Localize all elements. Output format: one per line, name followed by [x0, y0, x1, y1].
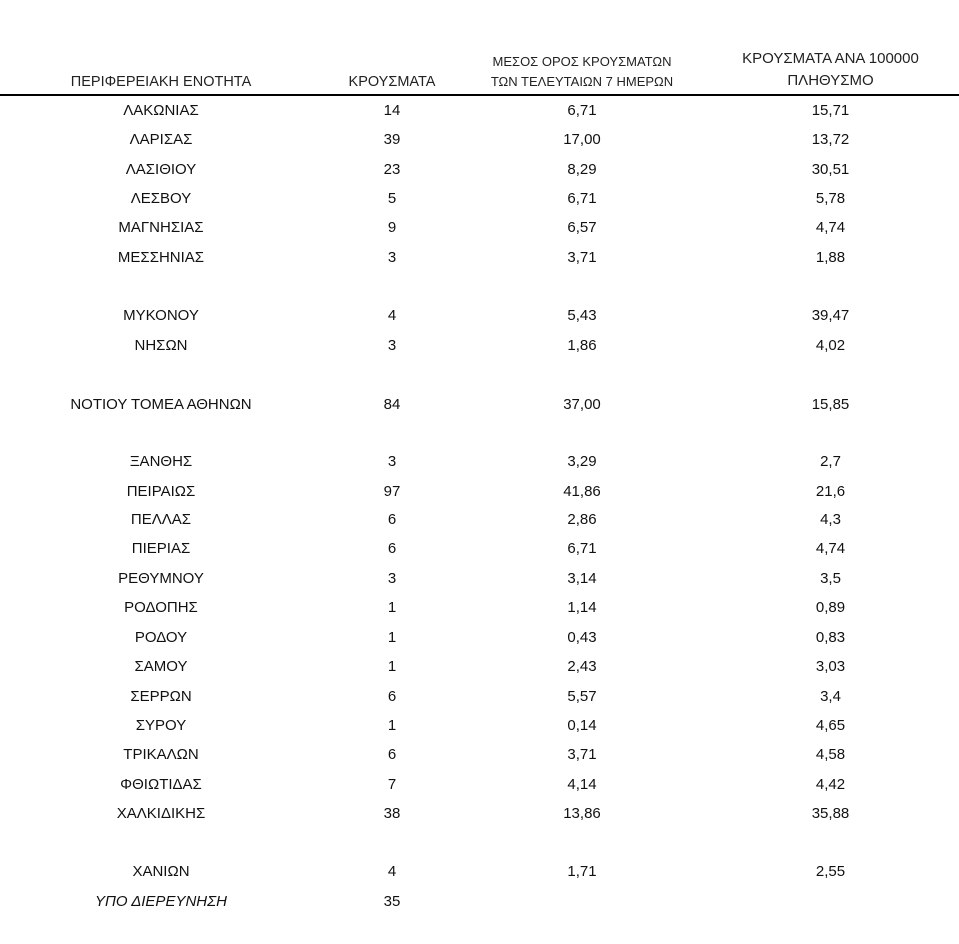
- cell-cases: 7: [387, 776, 397, 793]
- cell-avg7: 1,71: [567, 863, 597, 880]
- cell-region: ΜΕΣΣΗΝΙΑΣ: [117, 249, 205, 266]
- cell-region: ΡΟΔΟΠΗΣ: [124, 599, 198, 616]
- table-row: [0, 128, 959, 152]
- cell-cases: 23: [383, 161, 401, 178]
- column-header-region: ΠΕΡΙΦΕΡΕΙΑΚΗ ΕΝΟΤΗΤΑ: [70, 74, 252, 90]
- cell-region: ΛΑΡΙΣΑΣ: [129, 131, 193, 148]
- cell-cases: 6: [387, 688, 397, 705]
- cell-avg7: 13,86: [563, 805, 601, 822]
- cell-avg7: 5,57: [567, 688, 597, 705]
- cell-cases: 84: [383, 396, 401, 413]
- cell-region: ΜΥΚΟΝΟΥ: [123, 307, 199, 324]
- cell-region: ΜΑΓΝΗΣΙΑΣ: [118, 219, 204, 236]
- column-header-per100k-line2: ΠΛΗΘΥΣΜΟ: [787, 72, 874, 89]
- cell-region: ΡΕΘΥΜΝΟΥ: [118, 570, 204, 587]
- cell-cases: 14: [383, 102, 401, 119]
- cell-cases: 97: [383, 483, 401, 500]
- table-row: [0, 216, 959, 240]
- cell-avg7: 6,71: [567, 540, 597, 557]
- table-row: [0, 596, 959, 620]
- cell-avg7: 17,00: [563, 131, 601, 148]
- table-row: [0, 537, 959, 561]
- cell-per100k: 15,85: [811, 396, 850, 413]
- cell-cases: 9: [387, 219, 397, 236]
- cell-cases: 4: [387, 863, 397, 880]
- cell-cases: 6: [387, 540, 397, 557]
- cell-per100k: 1,88: [815, 249, 846, 266]
- cell-avg7: 1,14: [567, 599, 597, 616]
- column-header-cases: ΚΡΟΥΣΜΑΤΑ: [348, 74, 436, 90]
- cell-cases: 3: [387, 249, 397, 266]
- cell-per100k: 5,78: [815, 190, 846, 207]
- cell-per100k: 2,55: [815, 863, 846, 880]
- cell-region: ΠΕΙΡΑΙΩΣ: [126, 483, 196, 500]
- cell-cases: 39: [383, 131, 401, 148]
- table-row: [0, 393, 959, 417]
- cell-cases: 35: [383, 893, 401, 910]
- cell-region: ΣΑΜΟΥ: [134, 658, 188, 675]
- cell-avg7: 37,00: [563, 396, 601, 413]
- cell-per100k: 4,3: [820, 511, 841, 528]
- table-row: [0, 450, 959, 474]
- cell-avg7: 41,86: [563, 483, 601, 500]
- table-row: [0, 508, 959, 532]
- cell-avg7: 4,14: [567, 776, 597, 793]
- table-row: [0, 99, 959, 123]
- cell-region: ΠΙΕΡΙΑΣ: [131, 540, 191, 557]
- cell-cases: 6: [387, 746, 397, 763]
- cell-per100k: 4,02: [815, 337, 846, 354]
- cell-cases: 3: [387, 570, 397, 587]
- cell-region: ΦΘΙΩΤΙΔΑΣ: [120, 776, 202, 793]
- table-row: [0, 685, 959, 709]
- table-row: [0, 567, 959, 591]
- cell-region: ΝΟΤΙΟΥ ΤΟΜΕΑ ΑΘΗΝΩΝ: [70, 396, 252, 413]
- cell-per100k: 4,74: [815, 540, 846, 557]
- cell-region: ΛΑΚΩΝΙΑΣ: [123, 102, 199, 119]
- cell-cases: 3: [387, 453, 397, 470]
- column-header-avg7-line1: ΜΕΣΟΣ ΟΡΟΣ ΚΡΟΥΣΜΑΤΩΝ: [492, 54, 672, 69]
- cell-cases: 1: [387, 629, 397, 646]
- table-row: [0, 158, 959, 182]
- cell-per100k: 15,71: [811, 102, 850, 119]
- column-header-per100k-line1: ΚΡΟΥΣΜΑΤΑ ΑΝΑ 100000: [742, 50, 919, 67]
- table-row: [0, 626, 959, 650]
- cell-cases: 1: [387, 658, 397, 675]
- cell-avg7: 2,43: [567, 658, 597, 675]
- header-divider: [0, 94, 959, 96]
- cell-cases: 6: [387, 511, 397, 528]
- table-row: [0, 860, 959, 884]
- column-header-avg7-line2: ΤΩΝ ΤΕΛΕΥΤΑΙΩΝ 7 ΗΜΕΡΩΝ: [490, 74, 674, 89]
- cell-region: ΡΟΔΟΥ: [134, 629, 188, 646]
- cell-cases: 38: [383, 805, 401, 822]
- cell-per100k: 30,51: [811, 161, 850, 178]
- cell-region: ΛΑΣΙΘΙΟΥ: [125, 161, 197, 178]
- cell-region: ΧΑΛΚΙΔΙΚΗΣ: [116, 805, 206, 822]
- cell-per100k: 4,58: [815, 746, 846, 763]
- cell-per100k: 4,65: [815, 717, 846, 734]
- cell-per100k: 2,7: [820, 453, 841, 470]
- table-row: [0, 743, 959, 767]
- cell-per100k: 0,83: [815, 629, 846, 646]
- cell-per100k: 13,72: [811, 131, 850, 148]
- cell-cases: 5: [387, 190, 397, 207]
- cell-region: ΛΕΣΒΟΥ: [130, 190, 192, 207]
- cell-per100k: 3,4: [820, 688, 841, 705]
- table-row: [0, 714, 959, 738]
- table-row: [0, 802, 959, 826]
- cell-region: ΝΗΣΩΝ: [134, 337, 188, 354]
- cell-avg7: 5,43: [567, 307, 597, 324]
- cell-avg7: 0,14: [567, 717, 597, 734]
- cell-cases: 1: [387, 717, 397, 734]
- column-header-per100k: [702, 48, 959, 92]
- cell-avg7: 3,71: [567, 746, 597, 763]
- cell-avg7: 8,29: [567, 161, 597, 178]
- table-row: [0, 246, 959, 270]
- cell-per100k: 4,74: [815, 219, 846, 236]
- cell-cases: 3: [387, 337, 397, 354]
- cell-avg7: 3,14: [567, 570, 597, 587]
- cell-cases: 1: [387, 599, 397, 616]
- table-row: [0, 304, 959, 328]
- cell-avg7: 6,71: [567, 102, 597, 119]
- cell-per100k: 3,03: [815, 658, 846, 675]
- cell-per100k: 39,47: [811, 307, 850, 324]
- cell-region: ΣΕΡΡΩΝ: [130, 688, 192, 705]
- table-row: [0, 773, 959, 797]
- cell-avg7: 1,86: [567, 337, 597, 354]
- cell-region: ΤΡΙΚΑΛΩΝ: [123, 746, 199, 763]
- column-header-avg7: [462, 52, 702, 92]
- cell-region: ΥΠΟ ΔΙΕΡΕΥΝΗΣΗ: [95, 893, 227, 910]
- cell-avg7: 3,29: [567, 453, 597, 470]
- cell-region: ΧΑΝΙΩΝ: [132, 863, 190, 880]
- cell-per100k: 35,88: [811, 805, 850, 822]
- cell-avg7: 6,57: [567, 219, 597, 236]
- cell-per100k: 0,89: [815, 599, 846, 616]
- cell-per100k: 3,5: [820, 570, 841, 587]
- cell-avg7: 6,71: [567, 190, 597, 207]
- table-row: [0, 334, 959, 358]
- table-row: [0, 655, 959, 679]
- cell-region: ΞΑΝΘΗΣ: [129, 453, 193, 470]
- cell-cases: 4: [387, 307, 397, 324]
- table-row-under-investigation: [0, 890, 959, 914]
- cell-avg7: 2,86: [567, 511, 597, 528]
- cell-region: ΣΥΡΟΥ: [135, 717, 187, 734]
- table-row: [0, 480, 959, 504]
- cell-region: ΠΕΛΛΑΣ: [130, 511, 192, 528]
- cell-avg7: 3,71: [567, 249, 597, 266]
- cell-avg7: 0,43: [567, 629, 597, 646]
- cell-per100k: 21,6: [815, 483, 846, 500]
- cell-per100k: 4,42: [815, 776, 846, 793]
- table-row: [0, 187, 959, 211]
